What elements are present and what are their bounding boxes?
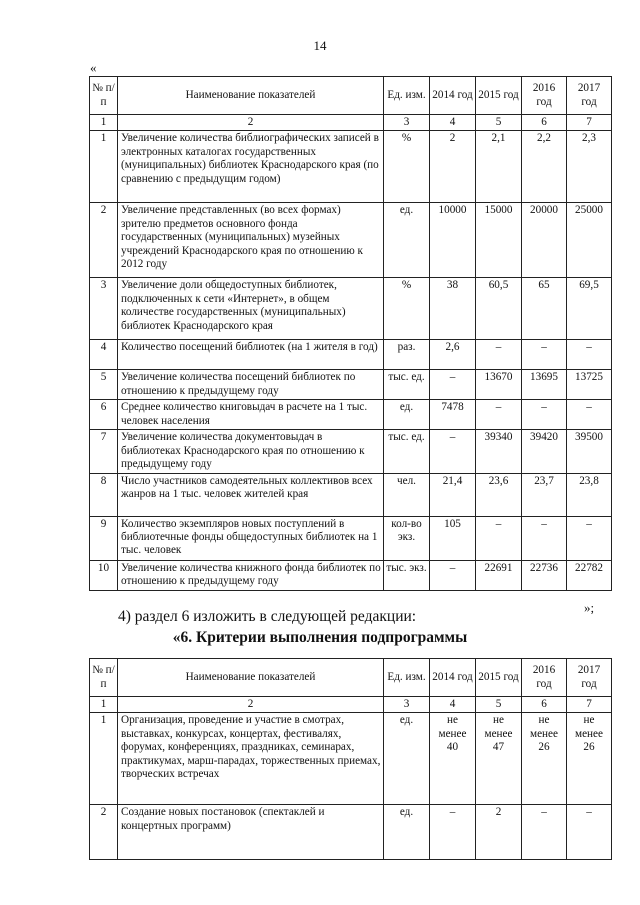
table-cell: 8: [90, 473, 118, 516]
table-cell: 2016 год: [522, 77, 567, 115]
table-cell: 23,7: [522, 473, 567, 516]
table-row: [90, 430, 612, 473]
table-cell: ед.: [384, 713, 430, 805]
table-row: [90, 340, 612, 370]
table-cell: Увеличение доли общедоступных библиотек, подключенных к сети «Интернет», в общем количестве государственных (муниципальных) библиотек Краснодарского края: [118, 278, 384, 340]
table-cell: 1: [90, 697, 118, 713]
table-cell: 3: [90, 278, 118, 340]
table-cell: 6: [522, 697, 567, 713]
table-cell: –: [430, 560, 476, 590]
table-cell: 7478: [430, 400, 476, 430]
table-cell: –: [567, 516, 612, 560]
table-cell: 5: [90, 370, 118, 400]
section-title: «6. Критерии выполнения подпрограммы: [172, 629, 468, 646]
table-cell: ед.: [384, 400, 430, 430]
table-cell: 23,6: [476, 473, 522, 516]
table-row: [90, 370, 612, 400]
table-cell: 39500: [567, 430, 612, 473]
table-cell: 2017 год: [567, 77, 612, 115]
table-cell: 20000: [522, 203, 567, 278]
indicators-table-body: [90, 77, 612, 591]
table-cell: ед.: [384, 805, 430, 860]
table-cell: 21,4: [430, 473, 476, 516]
page-number: 14: [313, 38, 327, 53]
table-cell: –: [567, 805, 612, 860]
table-cell: 2: [90, 203, 118, 278]
table-cell: –: [430, 430, 476, 473]
table-cell: –: [567, 400, 612, 430]
table-cell: –: [430, 805, 476, 860]
table-cell: 2: [118, 115, 384, 131]
table-cell: %: [384, 278, 430, 340]
table-cell: –: [567, 340, 612, 370]
table-cell: –: [476, 516, 522, 560]
table-cell: Ед. изм.: [384, 77, 430, 115]
table-cell: 105: [430, 516, 476, 560]
table-cell: –: [522, 805, 567, 860]
table-cell: Увеличение количества посещений библиотек по отношению к предыдущему году: [118, 370, 384, 400]
table-cell: –: [522, 400, 567, 430]
table-cell: раз.: [384, 340, 430, 370]
table-cell: 3: [384, 115, 430, 131]
table-cell: Увеличение количества книжного фонда библиотек по отношению к предыдущему году: [118, 560, 384, 590]
table-cell: 1: [90, 713, 118, 805]
table-cell: 38: [430, 278, 476, 340]
table-cell: 4: [90, 340, 118, 370]
table-cell: 39420: [522, 430, 567, 473]
table-cell: 60,5: [476, 278, 522, 340]
table-cell: 2,6: [430, 340, 476, 370]
table-cell: 13725: [567, 370, 612, 400]
table-cell: –: [476, 400, 522, 430]
table-cell: не менее 40: [430, 713, 476, 805]
table-cell: тыс. экз.: [384, 560, 430, 590]
table-cell: 7: [567, 115, 612, 131]
table-cell: 2016 год: [522, 659, 567, 697]
table-header-row: [90, 77, 612, 115]
table-cell: –: [476, 340, 522, 370]
table-cell: 7: [90, 430, 118, 473]
table-cell: 22691: [476, 560, 522, 590]
table-cell: 13670: [476, 370, 522, 400]
table-cell: %: [384, 131, 430, 203]
table-cell: 5: [476, 115, 522, 131]
table-cell: 7: [567, 697, 612, 713]
table-cell: 65: [522, 278, 567, 340]
table-cell: 2: [430, 131, 476, 203]
table-cell: тыс. ед.: [384, 370, 430, 400]
table-cell: № п/п: [90, 77, 118, 115]
column-number-row: [90, 115, 612, 131]
criteria-table-body: [90, 659, 612, 860]
quote-close: »;: [584, 600, 595, 615]
table-cell: 2: [476, 805, 522, 860]
table-cell: № п/п: [90, 659, 118, 697]
table-cell: ед.: [384, 203, 430, 278]
table-cell: 5: [476, 697, 522, 713]
table-cell: Среднее количество книговыдач в расчете на 1 тыс. человек населения: [118, 400, 384, 430]
table-cell: тыс. ед.: [384, 430, 430, 473]
table-cell: Увеличение представленных (во всех формах) зрителю предметов основного фонда государственных (муниципальных) музейных учреждений Краснодарского края по отношению к 2012 году: [118, 203, 384, 278]
column-number-row: [90, 697, 612, 713]
table-cell: 2: [118, 697, 384, 713]
table-cell: 2015 год: [476, 77, 522, 115]
table-row: [90, 805, 612, 860]
table-cell: Ед. изм.: [384, 659, 430, 697]
table-cell: 10000: [430, 203, 476, 278]
table-cell: 13695: [522, 370, 567, 400]
table-cell: 2017 год: [567, 659, 612, 697]
table-cell: 2014 год: [430, 659, 476, 697]
table-cell: Количество посещений библиотек (на 1 жителя в год): [118, 340, 384, 370]
table-cell: 9: [90, 516, 118, 560]
instruction-text: 4) раздел 6 изложить в следующей редакции:: [118, 608, 417, 625]
table-cell: –: [522, 340, 567, 370]
table-row: [90, 131, 612, 203]
table-cell: 22736: [522, 560, 567, 590]
table-cell: Наименование показателей: [118, 77, 384, 115]
table-header-row: [90, 659, 612, 697]
table-cell: кол-во экз.: [384, 516, 430, 560]
table-cell: 1: [90, 115, 118, 131]
table-cell: 10: [90, 560, 118, 590]
table-cell: 2015 год: [476, 659, 522, 697]
quote-open: «: [90, 60, 97, 75]
table-cell: 22782: [567, 560, 612, 590]
table-cell: Увеличение количества библиографических записей в электронных каталогах государственных (муниципальных) библиотек Краснодарского края (по сравнению с предыдущим годом): [118, 131, 384, 203]
table-cell: 4: [430, 697, 476, 713]
table-cell: 3: [384, 697, 430, 713]
table-cell: 39340: [476, 430, 522, 473]
table-cell: –: [522, 516, 567, 560]
table-row: [90, 278, 612, 340]
table-cell: 23,8: [567, 473, 612, 516]
indicators-table: [89, 76, 612, 591]
table-cell: Количество экземпляров новых поступлений в библиотечные фонды общедоступных библиотек на 1 тыс. человек: [118, 516, 384, 560]
table-cell: не менее 26: [567, 713, 612, 805]
table-cell: 2014 год: [430, 77, 476, 115]
table-cell: 2,2: [522, 131, 567, 203]
table-cell: 15000: [476, 203, 522, 278]
table-cell: не менее 47: [476, 713, 522, 805]
table-row: [90, 473, 612, 516]
table-cell: 4: [430, 115, 476, 131]
table-cell: Организация, проведение и участие в смотрах, выставках, конкурсах, концертах, фестивалях, форумах, конференциях, праздниках, семинарах, практикумах, марш-парадах, торжественных приемах, творческих встречах: [118, 713, 384, 805]
table-cell: 6: [90, 400, 118, 430]
table-cell: Число участников самодеятельных коллективов всех жанров на 1 тыс. человек жителей края: [118, 473, 384, 516]
table-row: [90, 400, 612, 430]
table-cell: 2: [90, 805, 118, 860]
table-cell: 1: [90, 131, 118, 203]
table-cell: 2,3: [567, 131, 612, 203]
table-cell: Создание новых постановок (спектаклей и концертных программ): [118, 805, 384, 860]
table-cell: 2,1: [476, 131, 522, 203]
table-row: [90, 560, 612, 590]
table-cell: 6: [522, 115, 567, 131]
table-cell: 69,5: [567, 278, 612, 340]
table-cell: не менее 26: [522, 713, 567, 805]
table-cell: 25000: [567, 203, 612, 278]
table-cell: чел.: [384, 473, 430, 516]
criteria-table: [89, 658, 612, 860]
table-row: [90, 203, 612, 278]
table-row: [90, 516, 612, 560]
table-cell: Наименование показателей: [118, 659, 384, 697]
table-row: [90, 713, 612, 805]
table-cell: Увеличение количества документовыдач в библиотеках Краснодарского края по отношению к предыдущему году: [118, 430, 384, 473]
table-cell: –: [430, 370, 476, 400]
